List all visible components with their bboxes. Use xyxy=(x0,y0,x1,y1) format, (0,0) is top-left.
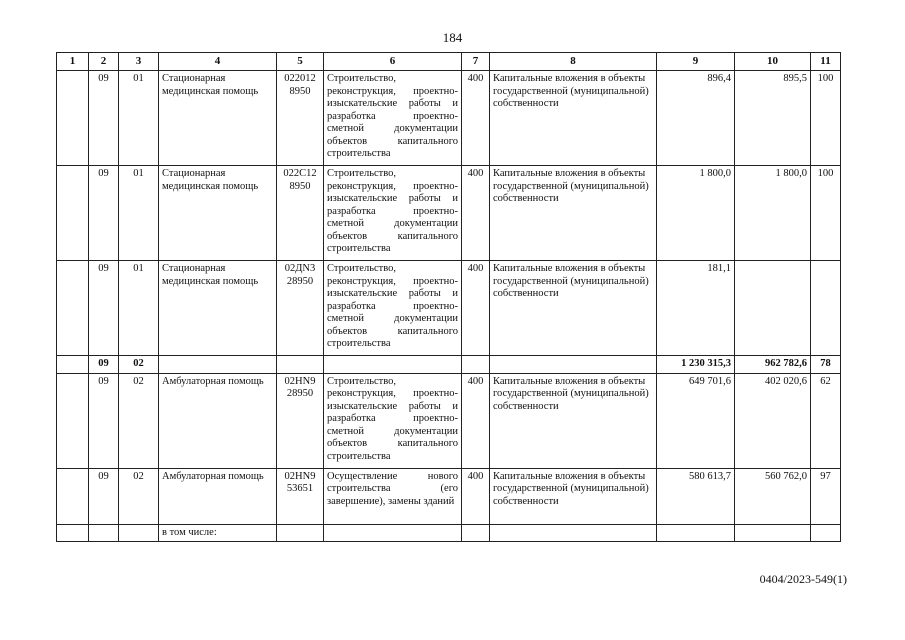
cell-percent xyxy=(811,261,841,356)
table-row xyxy=(57,373,841,468)
cell-actual: 962 782,6 xyxy=(735,356,811,374)
cell-description xyxy=(324,356,462,374)
cell-target-code: 022012 8950 xyxy=(277,71,324,166)
cell-subsection: 01 xyxy=(119,261,159,356)
cell-expense-code: 400 xyxy=(462,373,490,468)
cell-actual: 895,5 xyxy=(735,71,811,166)
cell-name: в том числе: xyxy=(159,524,277,542)
cell-target-code: 02НN9 28950 xyxy=(277,373,324,468)
cell-actual: 402 020,6 xyxy=(735,373,811,468)
cell-name: Стационарная медицинская помощь xyxy=(159,71,277,166)
subtotal-row xyxy=(57,356,841,374)
cell-subsection: 02 xyxy=(119,373,159,468)
cell-subsection: 02 xyxy=(119,468,159,524)
cell-target-code: 02НN9 53651 xyxy=(277,468,324,524)
cell-expense-code: 400 xyxy=(462,468,490,524)
cell-expense-code: 400 xyxy=(462,71,490,166)
cell-planned: 181,1 xyxy=(657,261,735,356)
cell-name: Амбулаторная помощь xyxy=(159,468,277,524)
cell-section: 09 xyxy=(89,468,119,524)
cell-col1 xyxy=(57,524,89,542)
cell-target-code xyxy=(277,356,324,374)
table-header-row xyxy=(57,53,841,71)
column-header: 7 xyxy=(462,53,490,71)
cell-section: 09 xyxy=(89,71,119,166)
cell-expense-type: Капитальные вложения в объекты государственной (муниципальной) собственности xyxy=(490,166,657,261)
cell-planned xyxy=(657,524,735,542)
cell-col1 xyxy=(57,71,89,166)
cell-expense-type: Капитальные вложения в объекты государственной (муниципальной) собственности xyxy=(490,261,657,356)
cell-target-code xyxy=(277,524,324,542)
cell-percent: 62 xyxy=(811,373,841,468)
column-header: 6 xyxy=(324,53,462,71)
column-header: 11 xyxy=(811,53,841,71)
cell-section: 09 xyxy=(89,356,119,374)
cell-description: Строительство, реконструкция, проектно-изыскательские работы и разработка проектно-сметной документации объектов капитального строительства xyxy=(324,373,462,468)
cell-subsection: 02 xyxy=(119,356,159,374)
cell-col1 xyxy=(57,261,89,356)
cell-percent xyxy=(811,524,841,542)
cell-percent: 100 xyxy=(811,71,841,166)
cell-percent: 100 xyxy=(811,166,841,261)
cell-planned: 580 613,7 xyxy=(657,468,735,524)
column-header: 5 xyxy=(277,53,324,71)
table-row xyxy=(57,166,841,261)
column-header: 9 xyxy=(657,53,735,71)
cell-target-code: 02ДN3 28950 xyxy=(277,261,324,356)
column-header: 2 xyxy=(89,53,119,71)
table-row xyxy=(57,71,841,166)
cell-section: 09 xyxy=(89,373,119,468)
cell-subsection xyxy=(119,524,159,542)
cell-expense-code: 400 xyxy=(462,261,490,356)
column-header: 8 xyxy=(490,53,657,71)
cell-col1 xyxy=(57,373,89,468)
cell-description: Строительство, реконструкция, проектно-изыскательские работы и разработка проектно-сметной документации объектов капитального строительства xyxy=(324,166,462,261)
cell-expense-type: Капитальные вложения в объекты государственной (муниципальной) собственности xyxy=(490,468,657,524)
cell-planned: 1 800,0 xyxy=(657,166,735,261)
cell-section xyxy=(89,524,119,542)
cell-planned: 896,4 xyxy=(657,71,735,166)
cell-name: Стационарная медицинская помощь xyxy=(159,166,277,261)
document-code: 0404/2023-549(1) xyxy=(759,572,847,586)
cell-description xyxy=(324,524,462,542)
cell-expense-type xyxy=(490,356,657,374)
cell-expense-type xyxy=(490,524,657,542)
cell-planned: 649 701,6 xyxy=(657,373,735,468)
cell-description: Строительство, реконструкция, проектно-изыскательские работы и разработка проектно-сметной документации объектов капитального строительства xyxy=(324,71,462,166)
column-header: 1 xyxy=(57,53,89,71)
cell-expense-code xyxy=(462,356,490,374)
table-row xyxy=(57,261,841,356)
cell-expense-code: 400 xyxy=(462,166,490,261)
cell-expense-type: Капитальные вложения в объекты государственной (муниципальной) собственности xyxy=(490,373,657,468)
column-header: 3 xyxy=(119,53,159,71)
column-header: 10 xyxy=(735,53,811,71)
cell-section: 09 xyxy=(89,166,119,261)
cell-actual: 560 762,0 xyxy=(735,468,811,524)
column-header: 4 xyxy=(159,53,277,71)
cell-name xyxy=(159,356,277,374)
cell-target-code: 022С12 8950 xyxy=(277,166,324,261)
cell-col1 xyxy=(57,166,89,261)
cell-percent: 78 xyxy=(811,356,841,374)
cell-col1 xyxy=(57,356,89,374)
cell-actual xyxy=(735,261,811,356)
cell-name: Стационарная медицинская помощь xyxy=(159,261,277,356)
cell-planned: 1 230 315,3 xyxy=(657,356,735,374)
table-row xyxy=(57,524,841,542)
cell-description: Строительство, реконструкция, проектно-изыскательские работы и разработка проектно-сметной документации объектов капитального строительства xyxy=(324,261,462,356)
table-row xyxy=(57,468,841,524)
cell-name: Амбулаторная помощь xyxy=(159,373,277,468)
cell-percent: 97 xyxy=(811,468,841,524)
cell-description: Осуществление нового строительства (его завершение), замены зданий xyxy=(324,468,462,524)
page-number: 184 xyxy=(442,30,463,45)
cell-actual: 1 800,0 xyxy=(735,166,811,261)
cell-section: 09 xyxy=(89,261,119,356)
cell-expense-code xyxy=(462,524,490,542)
cell-subsection: 01 xyxy=(119,166,159,261)
cell-actual xyxy=(735,524,811,542)
cell-expense-type: Капитальные вложения в объекты государственной (муниципальной) собственности xyxy=(490,71,657,166)
cell-subsection: 01 xyxy=(119,71,159,166)
cell-col1 xyxy=(57,468,89,524)
budget-table xyxy=(56,52,841,542)
